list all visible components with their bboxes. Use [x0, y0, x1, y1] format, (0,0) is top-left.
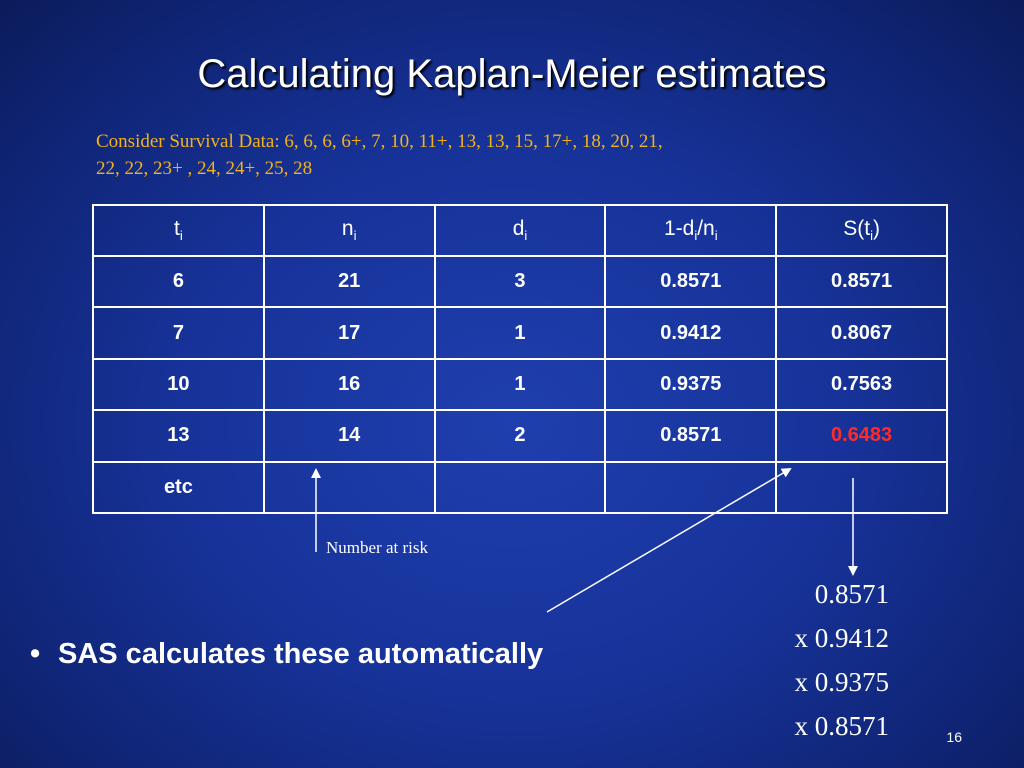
product-calculation: [795, 572, 890, 748]
table-row: [93, 359, 947, 410]
cell-ratio: 0.8571: [605, 256, 776, 307]
cell-ni: 21: [264, 256, 435, 307]
cell-di: [435, 462, 606, 513]
page-number: 16: [946, 729, 962, 745]
cell-di: 1: [435, 359, 606, 410]
header-di: $d_i$: [435, 205, 606, 256]
table-row: [93, 307, 947, 358]
slide-title: Calculating Kaplan-Meier estimates: [197, 52, 827, 96]
header-survival: $S(t_i)$: [776, 205, 947, 256]
cell-ti: 6: [93, 256, 264, 307]
survival-data-line-1: Consider Survival Data: 6, 6, 6, 6+, 7, 10, 11+, 13, 13, 15, 17+, 18, 20, 21,: [96, 131, 663, 152]
cell-ni: [264, 462, 435, 513]
cell-ti: 7: [93, 307, 264, 358]
survival-data-text: [96, 128, 916, 182]
cell-ratio: 0.9412: [605, 307, 776, 358]
product-line: x 0.9412: [794, 623, 889, 653]
cell-di: 1: [435, 307, 606, 358]
bullet-text: SAS calculates these automatically: [58, 638, 544, 670]
table-row: [93, 410, 947, 461]
survival-data-line-2: 22, 22, 23+ , 24, 24+, 25, 28: [96, 158, 313, 179]
cell-ni: 17: [264, 307, 435, 358]
bullet-dot-icon: •: [30, 638, 41, 670]
table-row: [93, 256, 947, 307]
cell-ti: 10: [93, 359, 264, 410]
cell-di: 3: [435, 256, 606, 307]
table-row: [93, 462, 947, 513]
cell-survival-highlighted: 0.6483: [776, 410, 947, 461]
number-at-risk-label: Number at risk: [326, 538, 428, 557]
table-header-row: [93, 205, 947, 256]
cell-ti: etc: [93, 462, 264, 513]
header-ni: $n_i$: [264, 205, 435, 256]
cell-ni: 14: [264, 410, 435, 461]
cell-di: 2: [435, 410, 606, 461]
cell-ti: 13: [93, 410, 264, 461]
bullet-point: [30, 638, 543, 671]
header-ratio: $1-d_i/n_i$: [605, 205, 776, 256]
cell-ratio: [605, 462, 776, 513]
cell-ni: 16: [264, 359, 435, 410]
cell-survival: 0.8067: [776, 307, 947, 358]
header-ti: $t_i$: [93, 205, 264, 256]
product-line: x 0.8571: [794, 711, 889, 741]
kaplan-meier-table: [92, 204, 948, 514]
cell-survival: [776, 462, 947, 513]
cell-ratio: 0.9375: [605, 359, 776, 410]
cell-ratio: 0.8571: [605, 410, 776, 461]
cell-survival: 0.7563: [776, 359, 947, 410]
cell-survival: 0.8571: [776, 256, 947, 307]
product-line: 0.8571: [814, 579, 889, 609]
product-line: x 0.9375: [794, 667, 889, 697]
